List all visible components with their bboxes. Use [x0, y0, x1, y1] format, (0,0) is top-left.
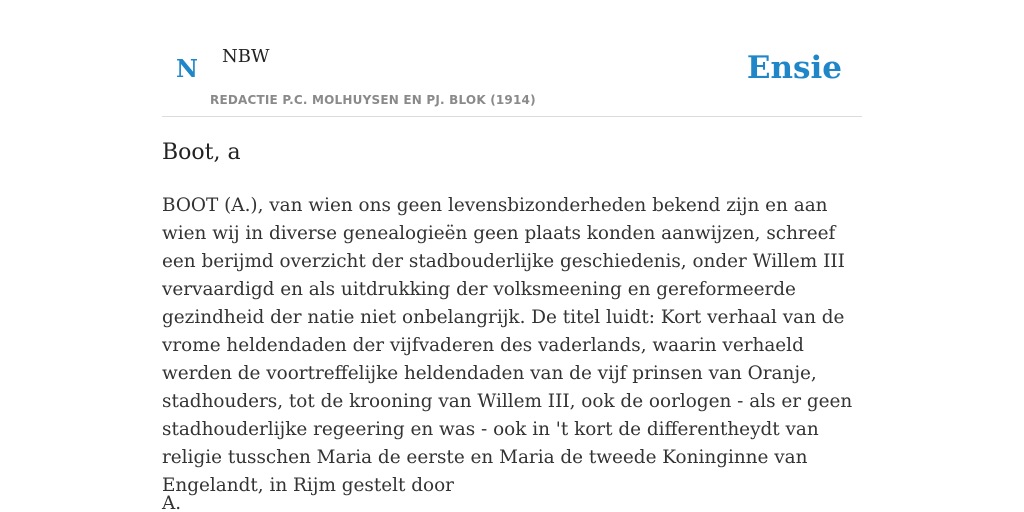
entry-title: Boot, a	[162, 140, 241, 165]
entry-body-continued: A.	[162, 493, 182, 512]
source-subtitle: REDACTIE P.C. MOLHUYSEN EN PJ. BLOK (1914)	[210, 93, 536, 107]
source-title[interactable]: NBW	[222, 46, 270, 67]
entry-body: BOOT (A.), van wien ons geen levensbizonderheden bekend zijn en aan wien wij in diverse genealogieën geen plaats konden aanwijzen, schreef een berijmd overzicht der stadbouderlijke geschiedenis, onder Willem III vervaardigd en als uitdrukking der volksmeening en gereformeerde gezindheid der natie niet onbelangrijk. De titel luidt: Kort verhaal van de vrome heldendaden der vijfvaderen des vaderlands, waarin verhaeld werden de voortreffelijke heldendaden van de vijf prinsen van Oranje, stadhouders, tot de krooning van Willem III, ook de oorlogen - als er geen stadhouderlijke regeering en was - ook in 't kort de differentheydt van religie tusschen Maria de eerste en Maria de tweede Koninginne van Engelandt, in Rijm gestelt door	[162, 195, 853, 496]
header	[162, 0, 862, 117]
source-logo[interactable]: N	[176, 54, 198, 83]
brand-logo[interactable]: Ensie	[746, 50, 842, 86]
